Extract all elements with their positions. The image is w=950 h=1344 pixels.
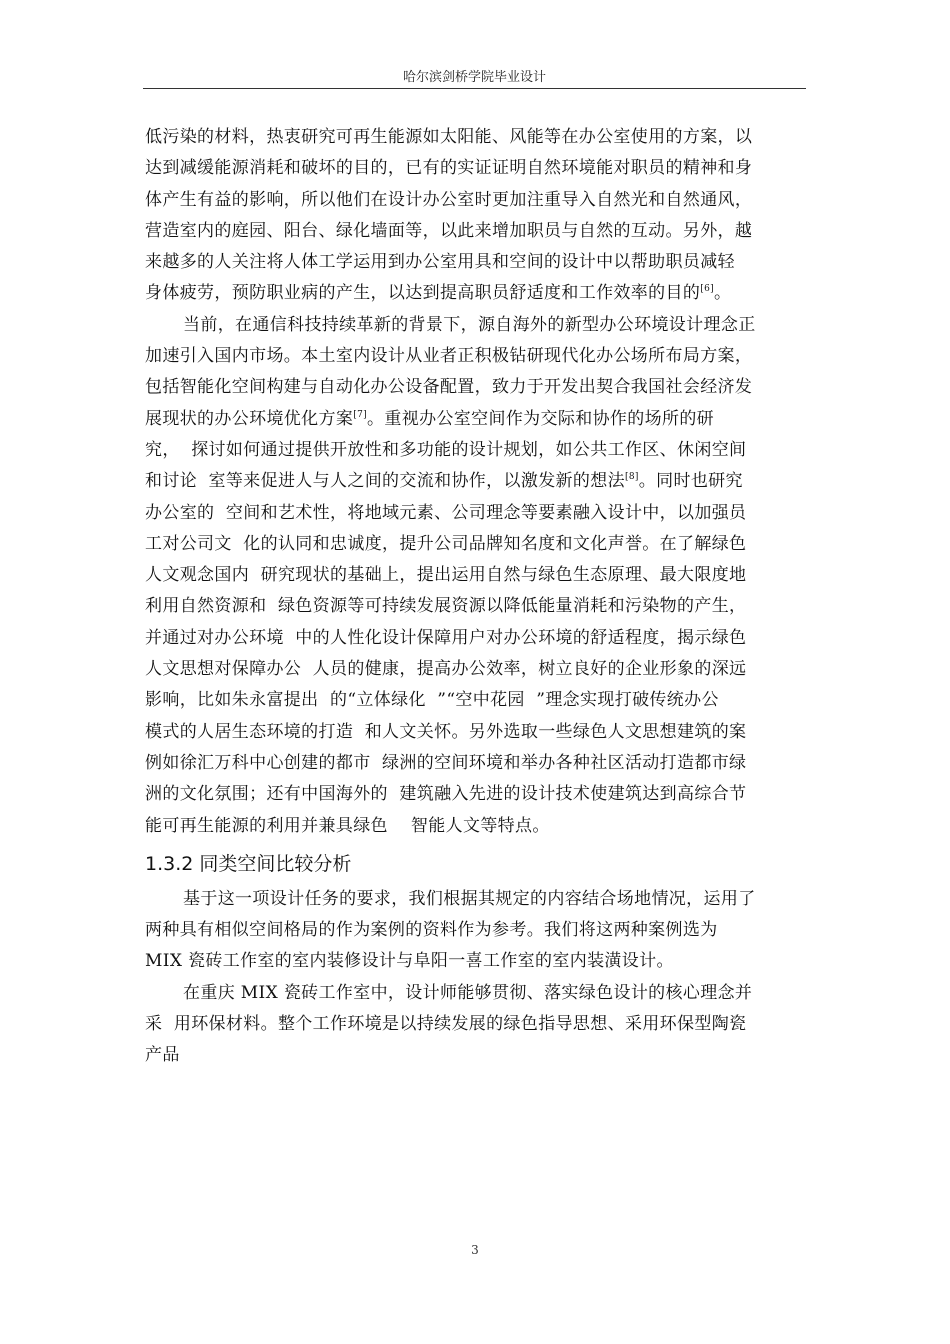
line-text: 包括智能化空间构建与自动化办公设备配置，致力于开发出契合我国社会经济发 <box>145 377 753 398</box>
text-line <box>145 591 807 622</box>
paragraph-block <box>145 122 807 842</box>
line-text: 低污染的材料，热衷研究可再生能源如太阳能、风能等在办公室使用的方案，以 <box>145 127 753 147</box>
line-text: 营造室内的庭园、阳台、绿化墙面等，以此来增加职员与自然的互动。另外，越 <box>145 220 753 241</box>
line-text: 采 用环保材料。整个工作环境是以持续发展的绿色指导思想、采用环保型陶瓷 <box>145 1014 747 1035</box>
citation-ref: [6] <box>700 284 715 295</box>
text-line <box>145 654 807 685</box>
text-line <box>145 185 807 216</box>
text-line <box>145 341 807 372</box>
text-line <box>145 1040 807 1071</box>
line-text: 并通过对办公环境 中的人性化设计保障用户对办公环境的舒适程度，揭示绿色 <box>145 627 747 648</box>
line-text: 洲的文化氛围；还有中国海外的 建筑融入先进的设计技术使建筑达到高综合节 <box>145 784 747 805</box>
citation-ref: [8] <box>624 472 639 483</box>
text-line <box>145 915 807 946</box>
text-line <box>145 498 807 529</box>
text-line <box>145 278 807 309</box>
text-line <box>145 310 807 341</box>
text-line <box>145 978 807 1009</box>
line-text: 展现状的办公环境优化方案 <box>145 408 354 429</box>
line-text: 人文思想对保障办公 人员的健康，提高办公效率，树立良好的企业形象的深远 <box>145 659 747 680</box>
text-line <box>145 529 807 560</box>
line-text: 利用自然资源和 绿色资源等可持续发展资源以降低能量消耗和污染物的产生， <box>145 596 747 617</box>
text-line <box>145 153 807 184</box>
line-text: 人文观念国内 研究现状的基础上，提出运用自然与绿色生态原理、最大限度地 <box>145 565 747 586</box>
header-divider <box>143 88 806 89</box>
text-line <box>145 216 807 247</box>
line-text: 工对公司文 化的认同和忠诚度，提升公司品牌知名度和文化声誉。在了解绿色 <box>145 533 747 554</box>
line-text: 办公室的 空间和艺术性，将地域元素、公司理念等要素融入设计中，以加强员 <box>145 502 747 523</box>
line-text: 达到减缓能源消耗和破坏的目的，已有的实证证明自然环境能对职员的精神和身 <box>145 158 753 179</box>
text-line <box>145 748 807 779</box>
line-text: 例如徐汇万科中心创建的都市 绿洲的空间环境和举办各种社区活动打造都市绿 <box>145 752 747 773</box>
line-text: 体产生有益的影响，所以他们在设计办公室时更加注重导入自然光和自然通风， <box>145 189 753 210</box>
line-text: 和讨论 室等来促进人与人之间的交流和协作，以激发新的想法 <box>145 471 625 492</box>
line-text: 模式的人居生态环境的打造 和人文关怀。另外选取一些绿色人文思想建筑的案 <box>145 721 747 742</box>
text-line <box>145 435 807 466</box>
line-text: 影响，比如朱永富提出 的“立体绿化 ”“空中花园 ”理念实现打破传统办公 <box>145 690 719 711</box>
line-text: 能可再生能源的利用并兼具绿色 智能人文等特点。 <box>145 815 550 836</box>
paragraph-block <box>145 884 807 1072</box>
text-line <box>145 946 807 977</box>
page-number: 3 <box>471 1243 479 1257</box>
line-text: 在重庆 MIX 瓷砖工作室中，设计师能够贯彻、落实绿色设计的核心理念并 <box>183 982 753 1003</box>
line-text: 产品 <box>145 1045 180 1066</box>
text-line <box>145 811 807 842</box>
text-line <box>145 717 807 748</box>
line-text-after-citation: 。重视办公室空间作为交际和协作的场所的研 <box>367 408 715 429</box>
citation-ref: [7] <box>353 409 368 420</box>
line-text: 身体疲劳，预防职业病的产生，以达到提高职员舒适度和工作效率的目的 <box>145 283 701 304</box>
line-text: 当前，在通信科技持续革新的背景下，源自海外的新型办公环境设计理念正 <box>183 314 756 335</box>
line-text: 基于这一项设计任务的要求，我们根据其规定的内容结合场地情况，运用了 <box>183 888 756 909</box>
line-text-after-citation: 。 <box>714 283 732 304</box>
line-text: 加速引入国内市场。本土室内设计从业者正积极钻研现代化办公场所布局方案， <box>145 346 753 367</box>
text-line <box>145 884 807 915</box>
page-header: 哈尔滨剑桥学院毕业设计 <box>402 70 546 85</box>
line-text: 来越多的人关注将人体工学运用到办公室用具和空间的设计中以帮助职员减轻 <box>145 252 735 273</box>
line-text-after-citation: 。同时也研究 <box>638 471 743 492</box>
text-line <box>145 404 807 435</box>
text-line <box>145 466 807 497</box>
line-text: 究， 探讨如何通过提供开放性和多功能的设计规划，如公共工作区、休闲空间 <box>145 439 747 460</box>
text-line <box>145 685 807 716</box>
text-line <box>145 247 807 278</box>
text-line <box>145 623 807 654</box>
text-line <box>145 1009 807 1040</box>
text-line <box>145 560 807 591</box>
section-heading: 1.3.2 同类空间比较分析 <box>145 852 352 875</box>
text-line <box>145 779 807 810</box>
body-text <box>145 122 807 1072</box>
line-text: 两种具有相似空间格局的作为案例的资料作为参考。我们将这两种案例选为 <box>145 920 718 941</box>
text-line <box>145 122 807 153</box>
text-line <box>145 372 807 403</box>
line-text: MIX 瓷砖工作室的室内装修设计与阜阳一喜工作室的室内装潢设计。 <box>145 951 674 972</box>
